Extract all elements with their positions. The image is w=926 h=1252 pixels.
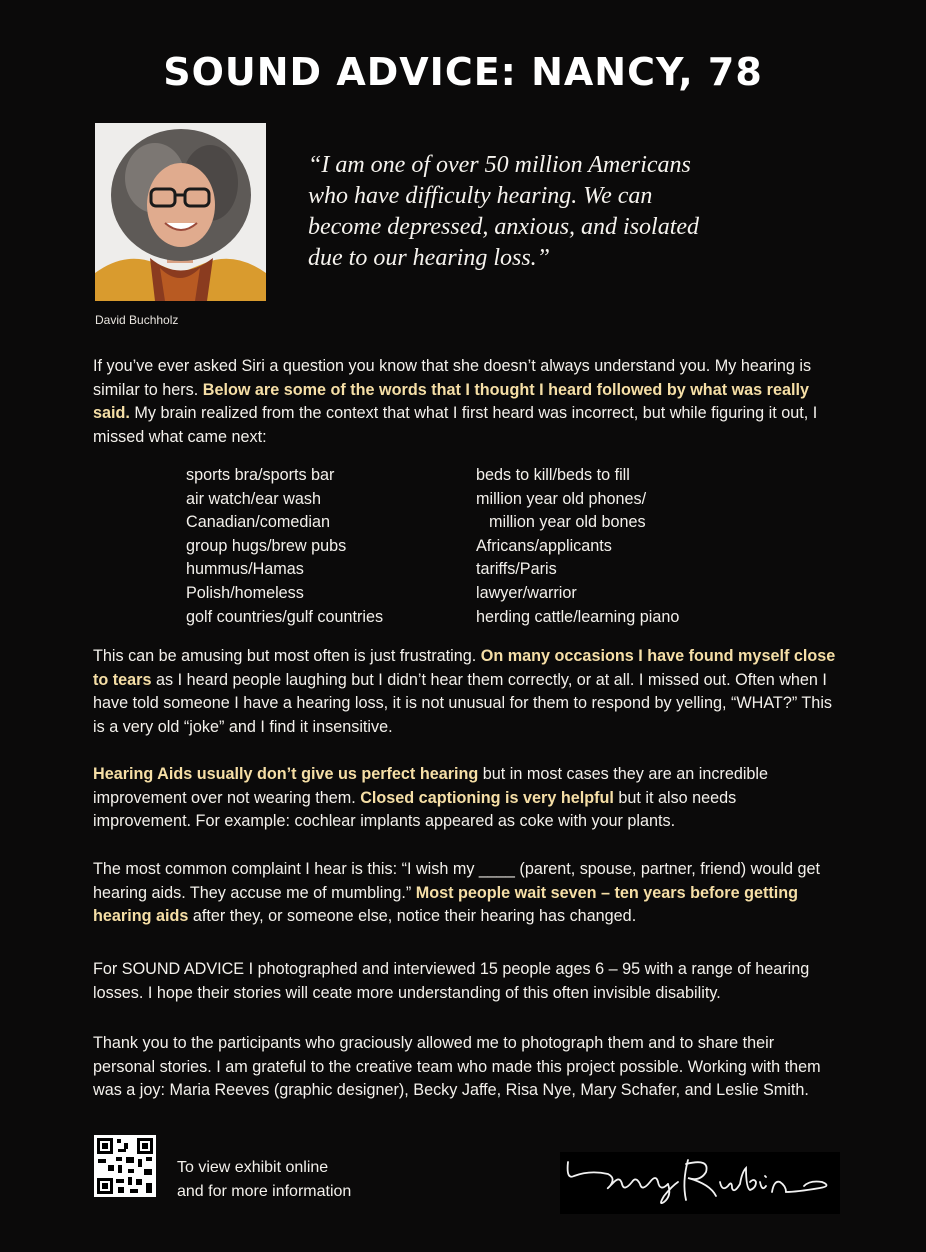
word-pair: beds to kill/beds to fill: [476, 466, 630, 484]
qr-code-icon: [94, 1135, 156, 1197]
portrait-image: [95, 123, 266, 301]
signature-graphic: [560, 1152, 840, 1214]
hearing-aids-paragraph: [93, 763, 838, 834]
frustration-text-c: as I heard people laughing but I didn’t hear them correctly, or at all. I missed out. Often when I have told someone I have a hearing loss, it is not unusual for them to respond by yelling, “WHAT?” This is a very old “joke” and I find it insensitive.: [93, 670, 833, 736]
hearing-aids-highlight: Hearing Aids usually don’t give us perfect hearing: [93, 765, 479, 783]
word-pair: tariffs/Paris: [476, 560, 557, 579]
hearing-aids-text-d: but it also needs improvement. For example: cochlear implants appeared as coke with your plants.: [93, 788, 737, 830]
word-pair: golf countries/gulf countries: [186, 607, 384, 626]
word-pair: hummus/Hamas: [186, 560, 304, 579]
frustration-paragraph: [93, 645, 838, 739]
qr-caption: [177, 1156, 351, 1204]
signature: [560, 1152, 840, 1214]
hearing-aids-text-b: but in most cases they are an incredible improvement over not wearing them.: [93, 765, 769, 807]
intro-text-a: If you’ve ever asked Siri a question you know that she doesn’t always understand you. My hearing is similar to hers.: [93, 357, 812, 399]
intro-text-c: My brain realized from the context that what I first heard was incorrect, but while figuring it out, I missed what came next:: [93, 404, 818, 446]
thanks-paragraph: Thank you to the participants who graciously allowed me to photograph them and to share their personal stories. I am grateful to the creative team who made this project possible. Working with them was a joy: Maria Reeves (graphic designer), Becky Jaffe, Risa Nye, Mary Schafer, and Leslie Smith.: [93, 1034, 821, 1099]
frustration-highlight: On many occasions I have found myself close to tears: [93, 647, 836, 689]
project-paragraph: For SOUND ADVICE I photographed and interviewed 15 people ages 6 – 95 with a range of hearing losses. I hope their stories will ceate more understanding of this often invisible disability.: [93, 960, 810, 1002]
word-pair: herding cattle/learning piano: [476, 607, 680, 626]
word-pair: Polish/homeless: [186, 583, 304, 602]
word-pair: air watch/ear wash: [186, 489, 321, 508]
complaint-highlight: Most people wait seven – ten years before getting hearing aids: [93, 883, 799, 925]
intro-highlight: Below are some of the words that I thought I heard followed by what was really said.: [93, 380, 809, 422]
complaint-text-a: The most common complaint I hear is this: “I wish my ____ (parent, spouse, partner, friend) would get hearing aids. They accuse me of mumbling.”: [93, 860, 820, 902]
word-pair: million year old bones: [489, 513, 646, 532]
word-pairs-left: [186, 464, 466, 629]
pull-quote: “I am one of over 50 million Americans who have difficulty hearing. We can become depressed, anxious, and isolated due to our hearing loss.”: [308, 152, 700, 271]
qr-code[interactable]: [94, 1135, 156, 1197]
portrait-photo: [95, 123, 266, 301]
word-pair: lawyer/warrior: [476, 583, 577, 602]
qr-caption-line2: and for more information: [177, 1183, 352, 1200]
word-pair: million year old phones/: [476, 489, 647, 508]
word-pairs-right: [476, 464, 776, 629]
word-pair: Canadian/comedian: [186, 513, 330, 532]
page-title: SOUND ADVICE: NANCY, 78: [163, 50, 763, 94]
word-pair: Africans/applicants: [476, 536, 612, 555]
complaint-text-c: after they, or someone else, notice their hearing has changed.: [188, 907, 637, 925]
word-pair: sports bra/sports bar: [186, 466, 335, 484]
complaint-paragraph: [93, 858, 838, 929]
frustration-text-a: This can be amusing but most often is just frustrating.: [93, 647, 481, 665]
captioning-highlight: Closed captioning is very helpful: [360, 788, 614, 807]
intro-paragraph: [93, 355, 838, 449]
word-pair: group hugs/brew pubs: [186, 536, 347, 555]
qr-caption-line1: To view exhibit online: [177, 1159, 329, 1176]
photo-credit: David Buchholz: [95, 313, 179, 327]
